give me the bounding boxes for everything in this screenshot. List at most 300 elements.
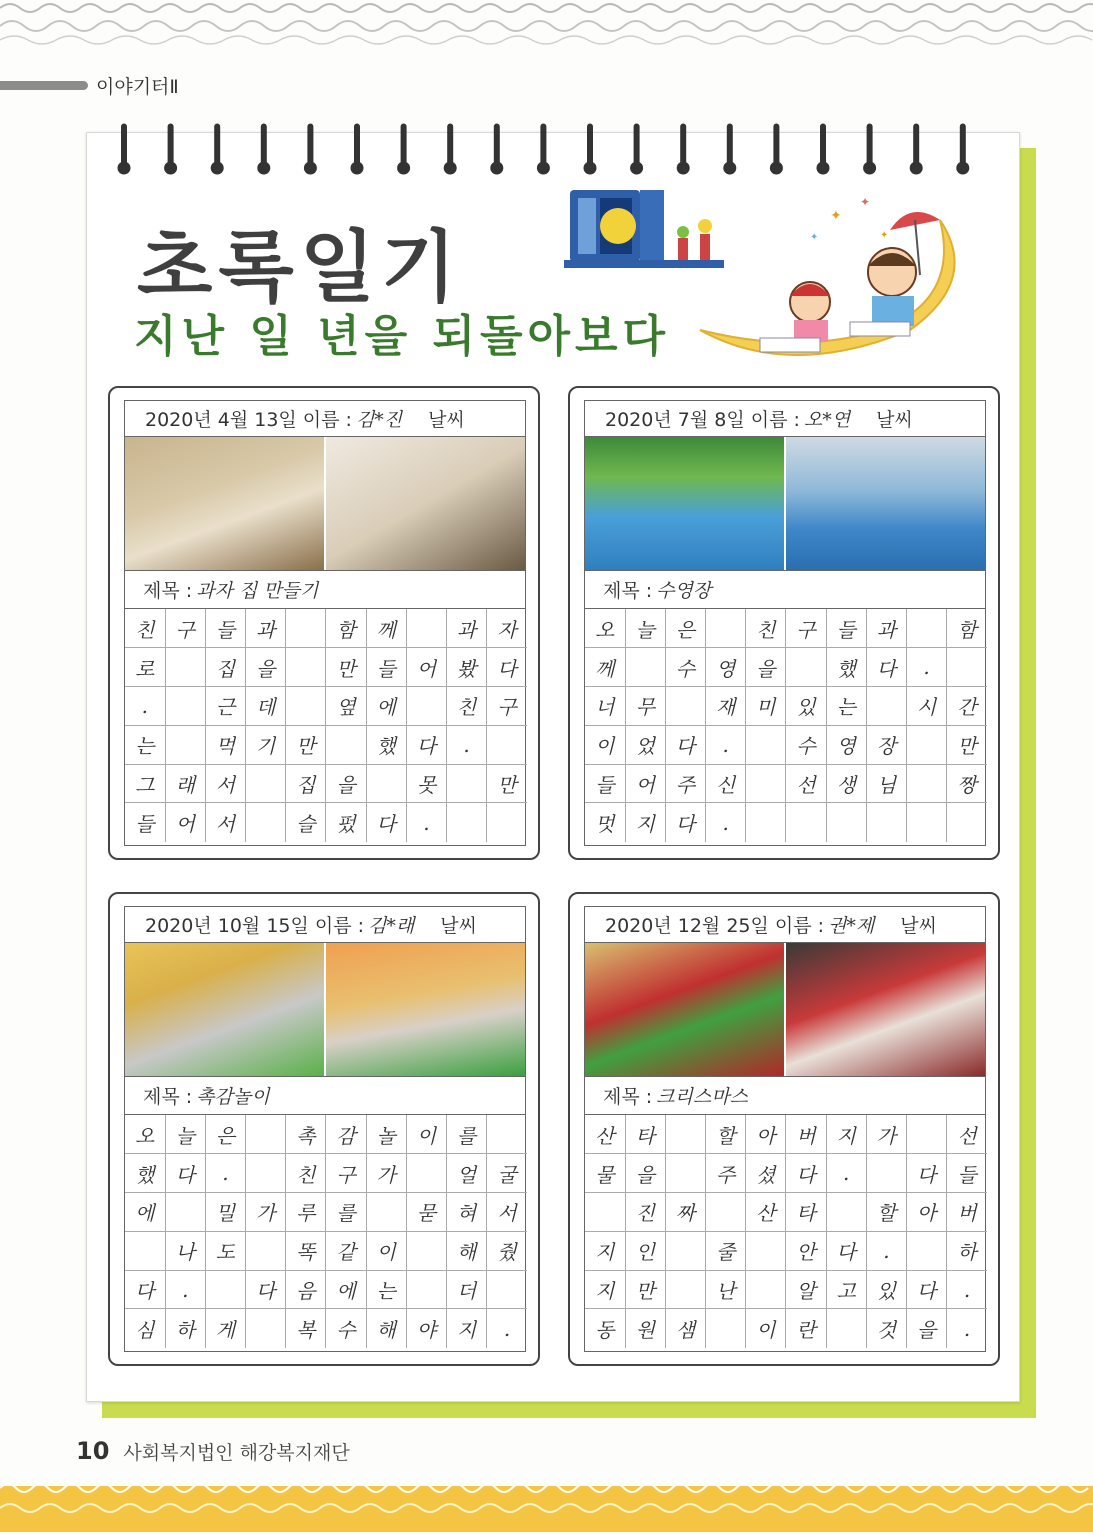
grid-cell: 이 — [585, 725, 625, 764]
grid-cell — [165, 1193, 205, 1232]
spiral-hole — [770, 162, 782, 174]
grid-row — [125, 1309, 527, 1348]
grid-cell: 란 — [786, 1309, 826, 1348]
spiral-ring — [774, 124, 779, 166]
grid-cell — [406, 687, 446, 726]
diary-subject-label: 제목 : — [143, 580, 193, 602]
grid-cell: 다 — [665, 803, 705, 842]
grid-cell: 가 — [866, 1115, 906, 1154]
grid-cell — [826, 803, 866, 842]
grid-cell — [125, 1231, 165, 1270]
grid-row — [585, 1115, 987, 1154]
grid-cell: 묻 — [406, 1193, 446, 1232]
spiral-ring — [821, 124, 826, 166]
diary-weather-label: 날씨 — [428, 409, 465, 431]
grid-cell: 짜 — [665, 1193, 705, 1232]
spiral-ring — [261, 124, 266, 166]
grid-cell: 기 — [246, 725, 286, 764]
grid-cell: 신 — [706, 764, 746, 803]
grid-cell: 을 — [326, 764, 366, 803]
grid-cell: 버 — [786, 1115, 826, 1154]
diary-author-name: 오*연 — [803, 409, 851, 431]
grid-cell: 먹 — [205, 725, 245, 764]
diary-header — [585, 401, 985, 437]
diary-photo — [125, 437, 324, 570]
grid-cell: 을 — [746, 648, 786, 687]
spiral-ring — [727, 124, 732, 166]
grid-cell: 만 — [625, 1270, 665, 1309]
grid-cell: . — [406, 803, 446, 842]
grid-cell: 생 — [826, 764, 866, 803]
spiral-ring — [401, 124, 406, 166]
grid-cell — [165, 725, 205, 764]
grid-row — [125, 687, 527, 726]
grid-cell: 감 — [326, 1115, 366, 1154]
grid-row — [585, 803, 987, 842]
grid-cell: 친 — [447, 687, 487, 726]
grid-cell — [487, 1115, 527, 1154]
grid-cell: 지 — [447, 1309, 487, 1348]
grid-cell: 늘 — [625, 609, 665, 648]
grid-cell: 하 — [947, 1231, 987, 1270]
diary-photo — [784, 437, 985, 570]
grid-cell — [665, 1115, 705, 1154]
grid-cell — [947, 803, 987, 842]
grid-cell: . — [503, 1316, 511, 1341]
grid-cell: 했 — [366, 725, 406, 764]
grid-cell: . — [165, 1270, 205, 1309]
grid-cell: 친 — [286, 1154, 326, 1193]
grid-cell: 들 — [366, 648, 406, 687]
spiral-rings — [86, 118, 1020, 188]
grid-cell — [246, 1115, 286, 1154]
grid-cell: . — [963, 1316, 971, 1341]
grid-row — [585, 1193, 987, 1232]
diary-header — [585, 907, 985, 943]
grid-cell: 들 — [826, 609, 866, 648]
grid-cell: 오 — [125, 1115, 165, 1154]
grid-cell: 께 — [585, 648, 625, 687]
grid-cell — [406, 1231, 446, 1270]
grid-cell: 못 — [406, 764, 446, 803]
grid-cell: 어 — [625, 764, 665, 803]
diary-subject-text: 크리스마스 — [656, 1086, 748, 1108]
grid-cell: 는 — [826, 687, 866, 726]
grid-cell: 에 — [366, 687, 406, 726]
grid-cell: 어 — [165, 803, 205, 842]
grid-row — [585, 1309, 987, 1348]
grid-cell: 지 — [625, 803, 665, 842]
diary-entry — [568, 386, 1000, 860]
grid-row — [125, 1270, 527, 1309]
diary-photos — [125, 437, 525, 571]
grid-cell: . — [907, 648, 947, 687]
grid-cell: 다 — [165, 1154, 205, 1193]
grid-cell: 과 — [246, 609, 286, 648]
grid-cell: 과 — [447, 609, 487, 648]
grid-cell: 음 — [286, 1270, 326, 1309]
grid-row — [585, 609, 987, 648]
grid-row — [585, 1270, 987, 1309]
diary-writing-grid — [585, 1115, 987, 1348]
grid-cell: 구 — [326, 1154, 366, 1193]
grid-cell: 는 — [366, 1270, 406, 1309]
grid-cell: 나 — [165, 1231, 205, 1270]
grid-cell — [246, 1154, 286, 1193]
grid-cell: 똑 — [286, 1231, 326, 1270]
grid-cell: 친 — [746, 609, 786, 648]
grid-cell: 데 — [246, 687, 286, 726]
grid-cell: 지 — [826, 1115, 866, 1154]
grid-cell: 다 — [246, 1270, 286, 1309]
grid-cell: 들 — [947, 1154, 987, 1193]
grid-cell — [786, 803, 826, 842]
grid-cell: 도 — [205, 1231, 245, 1270]
diary-photo — [324, 943, 525, 1076]
grid-cell: 굴 — [487, 1154, 527, 1193]
grid-cell — [706, 1193, 746, 1232]
grid-cell: 아 — [907, 1193, 947, 1232]
grid-cell: 있 — [786, 687, 826, 726]
grid-row — [585, 648, 987, 687]
diary-entry — [108, 386, 540, 860]
grid-row — [585, 1231, 987, 1270]
spiral-hole — [910, 162, 922, 174]
grid-cell: 만 — [487, 764, 527, 803]
grid-cell: 을 — [246, 648, 286, 687]
grid-cell — [487, 725, 527, 764]
grid-cell: 은 — [665, 609, 705, 648]
grid-row — [585, 687, 987, 726]
grid-cell: . — [947, 1270, 987, 1309]
grid-cell — [487, 803, 527, 842]
grid-cell: 심 — [125, 1309, 165, 1348]
grid-cell — [746, 1231, 786, 1270]
grid-cell: 해 — [447, 1231, 487, 1270]
grid-cell: 인 — [625, 1231, 665, 1270]
grid-cell: 타 — [786, 1193, 826, 1232]
grid-cell — [907, 764, 947, 803]
spiral-ring — [914, 124, 919, 166]
grid-cell: 안 — [786, 1231, 826, 1270]
grid-cell — [447, 764, 487, 803]
section-label-text: 이야기터Ⅱ — [96, 75, 179, 98]
grid-row — [585, 764, 987, 803]
grid-cell: 가 — [366, 1154, 406, 1193]
spiral-hole — [677, 162, 689, 174]
grid-cell: 원 — [625, 1309, 665, 1348]
grid-cell — [286, 648, 326, 687]
grid-row — [125, 1231, 527, 1270]
grid-cell: 오 — [585, 609, 625, 648]
diary-subject-text: 과자 집 만들기 — [196, 580, 319, 602]
spiral-ring — [308, 124, 313, 166]
grid-cell — [746, 1270, 786, 1309]
grid-cell — [326, 725, 366, 764]
grid-cell: 하 — [165, 1309, 205, 1348]
grid-cell: 고 — [826, 1270, 866, 1309]
diary-weather-label: 날씨 — [900, 915, 937, 937]
diary-entry — [108, 892, 540, 1366]
grid-cell: 짱 — [947, 764, 987, 803]
grid-cell: 는 — [125, 725, 165, 764]
grid-cell: 들 — [585, 764, 625, 803]
grid-cell: 서 — [487, 1193, 527, 1232]
grid-cell: 게 — [205, 1309, 245, 1348]
grid-cell: 선 — [786, 764, 826, 803]
grid-cell: 물 — [585, 1154, 625, 1193]
diary-author-name: 김*래 — [368, 915, 415, 937]
spiral-ring — [122, 124, 127, 166]
grid-cell — [866, 687, 906, 726]
grid-cell: 를 — [326, 1193, 366, 1232]
grid-cell: 간 — [947, 687, 987, 726]
grid-cell — [947, 648, 987, 687]
svg-text:✦: ✦ — [810, 232, 819, 243]
grid-cell: 알 — [786, 1270, 826, 1309]
spiral-ring — [588, 124, 593, 166]
grid-cell: 재 — [706, 687, 746, 726]
grid-cell: 영 — [826, 725, 866, 764]
diary-subject-text: 수영장 — [656, 580, 712, 602]
grid-cell: 난 — [706, 1270, 746, 1309]
grid-cell: 었 — [625, 725, 665, 764]
grid-cell: 은 — [205, 1115, 245, 1154]
diary-weather-label: 날씨 — [440, 915, 477, 937]
grid-cell: 만 — [947, 725, 987, 764]
svg-text:✦: ✦ — [830, 208, 842, 224]
diary-photos — [125, 943, 525, 1077]
spiral-ring — [960, 124, 965, 166]
grid-cell: 들 — [205, 609, 245, 648]
grid-cell: 슬 — [286, 803, 326, 842]
grid-cell — [286, 609, 326, 648]
grid-cell — [366, 764, 406, 803]
grid-cell: 들 — [125, 803, 165, 842]
grid-cell: 지 — [585, 1270, 625, 1309]
grid-cell: . — [447, 725, 487, 764]
svg-text:✦: ✦ — [860, 195, 871, 209]
grid-cell: 집 — [286, 764, 326, 803]
grid-cell: 에 — [326, 1270, 366, 1309]
diary-entry-frame — [584, 400, 986, 846]
grid-cell: 수 — [786, 725, 826, 764]
grid-cell — [406, 1270, 446, 1309]
spiral-hole — [304, 162, 316, 174]
grid-cell: 놀 — [366, 1115, 406, 1154]
diary-photo — [324, 437, 525, 570]
diary-date: 2020년 7월 8일 이름 : — [605, 409, 800, 431]
grid-cell: 늘 — [165, 1115, 205, 1154]
grid-cell — [907, 725, 947, 764]
grid-cell: 있 — [866, 1270, 906, 1309]
grid-cell — [246, 803, 286, 842]
spiral-ring — [681, 124, 686, 166]
grid-cell — [907, 1231, 947, 1270]
grid-cell: 과 — [866, 609, 906, 648]
grid-cell: 너 — [585, 687, 625, 726]
grid-cell: 선 — [947, 1115, 987, 1154]
diary-photo — [585, 943, 784, 1076]
diary-header — [125, 401, 525, 437]
grid-cell: 같 — [326, 1231, 366, 1270]
grid-cell: 수 — [665, 648, 705, 687]
grid-cell: 장 — [866, 725, 906, 764]
children-on-moon-illustration — [560, 180, 1000, 380]
spiral-hole — [817, 162, 829, 174]
diary-writing-grid — [125, 1115, 527, 1348]
spiral-hole — [864, 162, 876, 174]
grid-cell: 다 — [826, 1231, 866, 1270]
spiral-hole — [118, 162, 130, 174]
page-title: 초록일기 — [137, 223, 463, 313]
grid-cell: 했 — [125, 1154, 165, 1193]
grid-cell: 야 — [406, 1309, 446, 1348]
grid-cell: 것 — [866, 1309, 906, 1348]
diary-entry-frame — [124, 400, 526, 846]
spiral-ring — [867, 124, 872, 166]
grid-cell — [786, 648, 826, 687]
grid-cell: 래 — [165, 764, 205, 803]
grid-cell: . — [866, 1231, 906, 1270]
diary-subject — [585, 1077, 985, 1115]
grid-cell: 더 — [447, 1270, 487, 1309]
grid-cell: . — [205, 1154, 245, 1193]
grid-cell: 이 — [406, 1115, 446, 1154]
page-subtitle: 지난 일 년을 되돌아보다 — [134, 311, 670, 362]
grid-row — [125, 609, 527, 648]
grid-cell: 할 — [866, 1193, 906, 1232]
grid-cell — [406, 1154, 446, 1193]
grid-cell: 다 — [366, 803, 406, 842]
grid-cell: 을 — [907, 1309, 947, 1348]
grid-cell: 촉 — [286, 1115, 326, 1154]
grid-cell: 루 — [286, 1193, 326, 1232]
diary-author-name: 김*진 — [355, 409, 403, 431]
spiral-hole — [165, 162, 177, 174]
grid-cell: 서 — [205, 803, 245, 842]
grid-cell: 함 — [947, 609, 987, 648]
grid-cell: 진 — [625, 1193, 665, 1232]
grid-cell: 줄 — [706, 1231, 746, 1270]
grid-cell: 이 — [746, 1309, 786, 1348]
grid-cell: 께 — [366, 609, 406, 648]
diary-subject-label: 제목 : — [603, 1086, 653, 1108]
grid-cell — [665, 687, 705, 726]
grid-cell — [447, 803, 487, 842]
diary-subject — [585, 571, 985, 609]
grid-cell: 복 — [286, 1309, 326, 1348]
diary-date: 2020년 10월 15일 이름 : — [145, 915, 365, 937]
grid-cell: 구 — [487, 687, 527, 726]
grid-cell — [746, 764, 786, 803]
grid-cell: 시 — [907, 687, 947, 726]
grid-cell — [907, 609, 947, 648]
grid-cell — [826, 1309, 866, 1348]
grid-cell: 샘 — [665, 1309, 705, 1348]
grid-row — [585, 725, 987, 764]
grid-cell: 무 — [625, 687, 665, 726]
grid-cell: 산 — [585, 1115, 625, 1154]
grid-cell — [706, 1309, 746, 1348]
spiral-hole — [957, 162, 969, 174]
grid-cell: 님 — [866, 764, 906, 803]
grid-row — [585, 1154, 987, 1193]
grid-cell: 함 — [326, 609, 366, 648]
grid-cell — [246, 764, 286, 803]
grid-cell: 타 — [625, 1115, 665, 1154]
diary-date: 2020년 12월 25일 이름 : — [605, 915, 825, 937]
grid-cell — [286, 687, 326, 726]
grid-cell: 구 — [165, 609, 205, 648]
grid-cell: 동 — [585, 1309, 625, 1348]
grid-cell: 줬 — [487, 1231, 527, 1270]
grid-cell: 로 — [125, 648, 165, 687]
grid-cell: 집 — [205, 648, 245, 687]
grid-cell: 해 — [366, 1309, 406, 1348]
grid-cell — [746, 725, 786, 764]
spiral-hole — [398, 162, 410, 174]
organization-name: 사회복지법인 해강복지재단 — [123, 1442, 350, 1464]
grid-row — [125, 648, 527, 687]
top-wave-decoration — [0, 0, 1093, 50]
grid-cell: 지 — [585, 1231, 625, 1270]
svg-text:✦: ✦ — [880, 230, 889, 241]
grid-row — [125, 725, 527, 764]
grid-row — [125, 803, 527, 842]
page-number: 10 — [76, 1437, 110, 1465]
diary-header — [125, 907, 525, 943]
diary-subject — [125, 1077, 525, 1115]
grid-cell: 근 — [205, 687, 245, 726]
section-label — [0, 70, 179, 100]
bottom-wave-decoration — [0, 1478, 1093, 1535]
diary-date: 2020년 4월 13일 이름 : — [145, 409, 352, 431]
diary-writing-grid — [585, 609, 987, 842]
grid-cell: 서 — [205, 764, 245, 803]
grid-cell: . — [706, 803, 746, 842]
grid-cell — [165, 687, 205, 726]
grid-cell — [907, 1115, 947, 1154]
spiral-hole — [631, 162, 643, 174]
grid-row — [125, 1154, 527, 1193]
diary-entry — [568, 892, 1000, 1366]
grid-cell: 다 — [125, 1270, 165, 1309]
page-footer — [76, 1437, 350, 1465]
grid-cell: 펐 — [326, 803, 366, 842]
grid-cell — [625, 648, 665, 687]
grid-cell — [246, 1231, 286, 1270]
grid-cell: 했 — [826, 648, 866, 687]
grid-cell: . — [826, 1154, 866, 1193]
grid-cell: 이 — [366, 1231, 406, 1270]
grid-cell: 다 — [406, 725, 446, 764]
grid-cell: 아 — [746, 1115, 786, 1154]
diary-subject-text: 촉감놀이 — [196, 1086, 270, 1108]
grid-cell — [366, 1193, 406, 1232]
grid-cell: 다 — [907, 1270, 947, 1309]
grid-cell: . — [706, 725, 746, 764]
grid-cell — [746, 803, 786, 842]
diary-photo — [585, 437, 784, 570]
grid-cell — [826, 1193, 866, 1232]
grid-cell — [665, 1270, 705, 1309]
spiral-ring — [355, 124, 360, 166]
grid-row — [125, 1193, 527, 1232]
grid-cell — [406, 609, 446, 648]
spiral-ring — [448, 124, 453, 166]
grid-cell: 친 — [125, 609, 165, 648]
